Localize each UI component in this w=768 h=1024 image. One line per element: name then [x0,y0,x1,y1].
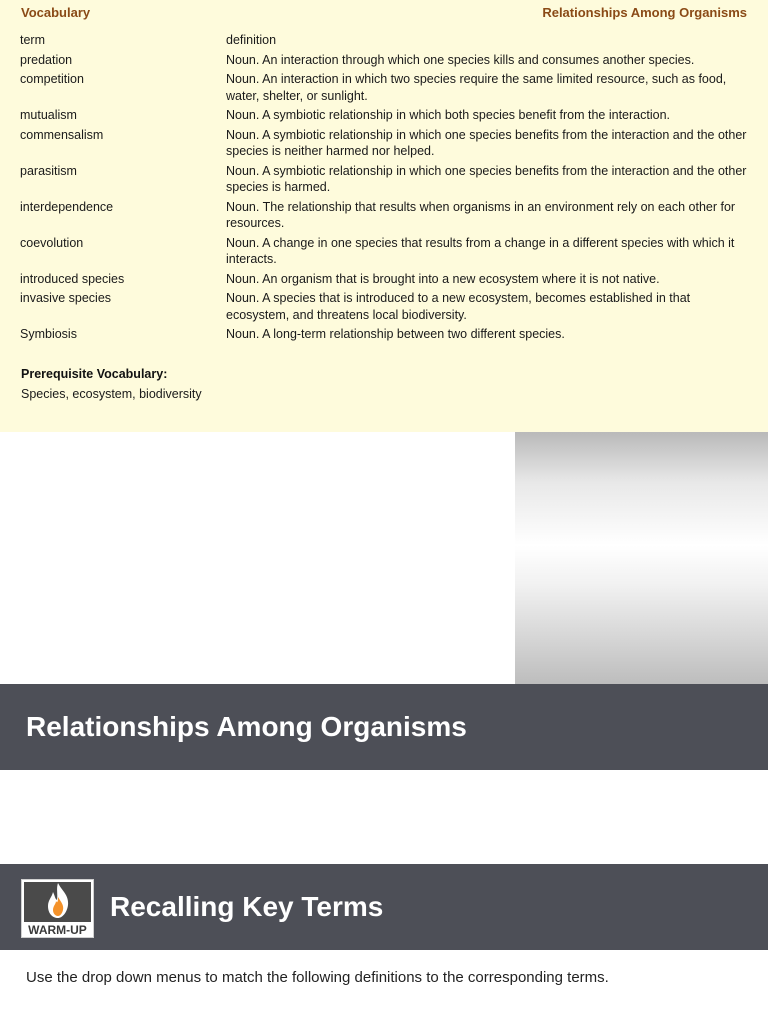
term-cell: predation [20,52,73,67]
prerequisite-text: Species, ecosystem, biodiversity [21,387,202,401]
table-row [20,127,750,163]
term-cell: introduced species [20,271,125,286]
definition-cell: Noun. The relationship that results when organisms in an environment rely on each other for resources. [226,199,736,230]
term-cell: competition [20,72,84,86]
warmup-badge [21,879,94,938]
definition-cell: Noun. An interaction through which one species kills and consumes another species. [226,52,695,67]
table-header-row [20,32,750,52]
lesson-title-bar [0,684,768,770]
definition-cell: Noun. A species that is introduced to a new ecosystem, becomes established in that ecosystem, and threatens local biodiversity. [226,291,691,322]
term-column-header: term [20,33,45,47]
lesson-title: Relationships Among Organisms [26,711,467,742]
vocabulary-heading: Vocabulary [21,5,91,20]
definition-cell: Noun. A long-term relationship between two different species. [226,327,565,341]
table-row [20,163,750,199]
definition-column-header: definition [226,33,277,47]
instructions-text: Use the drop down menus to match the following definitions to the corresponding terms. [26,969,609,986]
decorative-gradient-panel [515,432,768,684]
term-cell: commensalism [20,127,104,142]
table-row [20,199,750,235]
definition-cell: Noun. A symbiotic relationship in which one species benefits from the interaction and the other species is neither harmed nor helped. [226,127,747,158]
vocabulary-panel [0,0,768,432]
table-row [20,71,750,107]
table-row [20,235,750,271]
term-cell: Symbiosis [20,327,77,341]
definition-cell: Noun. An organism that is brought into a new ecosystem where it is not native. [226,271,660,286]
definition-cell: Noun. A symbiotic relationship in which one species benefits from the interaction and the other species is harmed. [226,163,747,194]
vocabulary-header [21,5,747,21]
table-row [20,271,750,291]
definition-cell: Noun. An interaction in which two species require the same limited resource, such as food, water, shelter, or sunlight. [226,72,727,103]
table-row [20,107,750,127]
definition-cell: Noun. A change in one species that results from a change in a different species with which it interacts. [226,235,735,266]
table-row [20,52,750,72]
flame-icon [42,881,74,921]
term-cell: interdependence [20,199,114,214]
prerequisite-label: Prerequisite Vocabulary: [21,367,168,381]
vocabulary-table [20,32,750,346]
table-row [20,290,750,326]
term-cell: invasive species [20,291,112,305]
term-cell: mutualism [20,108,77,122]
definition-cell: Noun. A symbiotic relationship in which both species benefit from the interaction. [226,108,670,122]
lesson-name-heading: Relationships Among Organisms [542,5,747,20]
table-row [20,326,750,346]
term-cell: parasitism [20,163,77,178]
warmup-caption: WARM-UP [28,923,87,937]
term-cell: coevolution [20,235,84,250]
warmup-title: Recalling Key Terms [110,891,384,922]
